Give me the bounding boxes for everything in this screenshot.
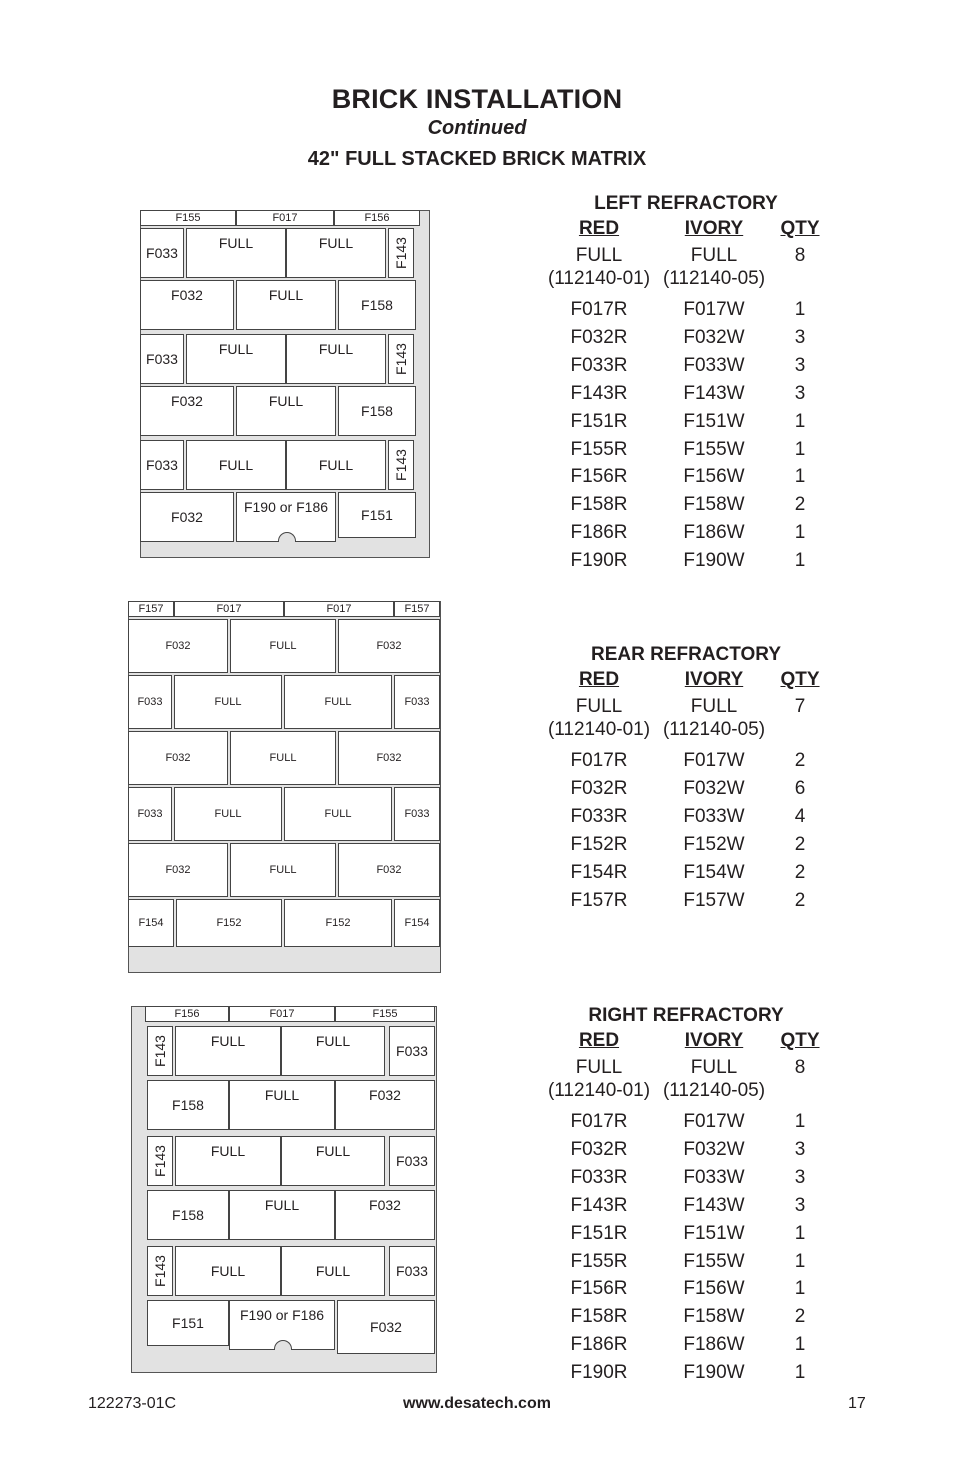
brick-f156 bbox=[334, 210, 420, 226]
brick-f032 bbox=[338, 843, 440, 897]
table-cell: F017R bbox=[570, 1111, 628, 1132]
brick-f157 bbox=[128, 601, 174, 617]
table-cell: 2 bbox=[794, 833, 806, 855]
brick-f032 bbox=[337, 1300, 435, 1354]
brick-f143 bbox=[388, 334, 414, 384]
table-cell: F157W bbox=[683, 889, 745, 911]
table-cell: F154W bbox=[683, 861, 745, 883]
table-cell: 1 bbox=[794, 466, 806, 488]
brick-label: F032 bbox=[376, 864, 402, 876]
log-grate-notch bbox=[278, 532, 296, 542]
brick-f032 bbox=[140, 386, 234, 436]
brick-label: F033 bbox=[137, 808, 163, 820]
brick-label: FULL bbox=[210, 1263, 246, 1279]
brick-f143 bbox=[147, 1246, 173, 1296]
brick-f143 bbox=[388, 228, 414, 278]
table-cell: F190R bbox=[570, 1362, 628, 1384]
table-cell: F033R bbox=[570, 805, 628, 827]
brick-label: F152 bbox=[216, 917, 242, 929]
brick-full bbox=[175, 1246, 281, 1296]
full-red: FULL bbox=[575, 245, 623, 266]
brick-full bbox=[281, 1026, 385, 1076]
table-cell: F032R bbox=[570, 1138, 628, 1160]
brick-label: F032 bbox=[165, 864, 191, 876]
brick-label: F032 bbox=[369, 1087, 401, 1103]
full-ivory-part: (112140-05) bbox=[662, 1080, 766, 1101]
brick-label: F032 bbox=[370, 1319, 402, 1335]
table-cell: 1 bbox=[794, 1250, 806, 1272]
brick-label: FULL bbox=[318, 235, 354, 251]
table-cell: F032R bbox=[570, 777, 628, 799]
column-header-qty: QTY bbox=[780, 1030, 820, 1051]
brick-label: FULL bbox=[214, 696, 242, 708]
table-cell: F017R bbox=[570, 750, 628, 771]
table-cell: 2 bbox=[794, 750, 806, 771]
table-cell: 3 bbox=[794, 354, 806, 376]
brick-label: F154 bbox=[138, 917, 164, 929]
brick-full bbox=[230, 619, 336, 673]
brick-f190-or-f186 bbox=[229, 1300, 335, 1350]
brick-f032 bbox=[335, 1190, 435, 1240]
table-cell: F156W bbox=[683, 1278, 745, 1300]
table-cell: 3 bbox=[794, 1166, 806, 1188]
table-cell: F158R bbox=[570, 494, 628, 516]
brick-f033 bbox=[389, 1026, 435, 1076]
brick-label: FULL bbox=[218, 457, 254, 473]
brick-label: F151 bbox=[361, 507, 393, 523]
brick-f032 bbox=[140, 280, 234, 330]
left-refractory-table bbox=[544, 193, 834, 583]
table-cell: F190R bbox=[570, 550, 628, 572]
table-cell: 1 bbox=[794, 522, 806, 544]
brick-f032 bbox=[128, 843, 228, 897]
brick-label: FULL bbox=[218, 235, 254, 251]
table-cell: F017W bbox=[683, 1111, 745, 1132]
brick-label: F143 bbox=[152, 1145, 169, 1177]
brick-f032 bbox=[128, 731, 228, 785]
table-cell: F143R bbox=[570, 382, 628, 404]
brick-label: FULL bbox=[269, 752, 297, 764]
brick-full bbox=[281, 1246, 385, 1296]
table-cell: 3 bbox=[794, 382, 806, 404]
page-title: BRICK INSTALLATION bbox=[331, 84, 623, 114]
column-header-red: RED bbox=[578, 669, 620, 690]
brick-label: F151 bbox=[172, 1315, 204, 1331]
brick-label: F033 bbox=[396, 1043, 428, 1059]
brick-f143 bbox=[388, 440, 414, 490]
table-cell: 4 bbox=[794, 805, 806, 827]
full-ivory: FULL bbox=[690, 696, 738, 717]
brick-label: F157 bbox=[404, 603, 430, 615]
brick-f155 bbox=[140, 210, 236, 226]
brick-f154 bbox=[394, 899, 440, 947]
brick-label: FULL bbox=[315, 1263, 351, 1279]
table-cell: F143W bbox=[683, 1194, 745, 1216]
full-qty: 8 bbox=[794, 1057, 806, 1078]
brick-f156 bbox=[145, 1006, 229, 1022]
table-cell: F158W bbox=[683, 494, 745, 516]
table-cell: 2 bbox=[794, 861, 806, 883]
table-cell: 3 bbox=[794, 1138, 806, 1160]
brick-label: F156 bbox=[364, 212, 390, 224]
brick-full bbox=[281, 1136, 385, 1186]
table-cell: F032R bbox=[570, 326, 628, 348]
full-ivory-part: (112140-05) bbox=[662, 719, 766, 740]
table-cell: 3 bbox=[794, 326, 806, 348]
brick-label: FULL bbox=[268, 287, 304, 303]
brick-label: F033 bbox=[396, 1263, 428, 1279]
rear-refractory-diagram bbox=[128, 601, 441, 973]
brick-f158 bbox=[338, 386, 416, 436]
table-cell: F155W bbox=[683, 438, 745, 460]
table-cell: F157R bbox=[570, 889, 628, 911]
brick-label: F017 bbox=[216, 603, 242, 615]
brick-label: F017 bbox=[326, 603, 352, 615]
brick-full bbox=[174, 787, 282, 841]
brick-full bbox=[186, 440, 286, 490]
table-title: LEFT REFRACTORY bbox=[594, 193, 778, 214]
brick-label: F158 bbox=[172, 1207, 204, 1223]
table-cell: 1 bbox=[794, 1278, 806, 1300]
brick-label: F032 bbox=[369, 1197, 401, 1213]
brick-f033 bbox=[140, 334, 184, 384]
full-red-part: (112140-01) bbox=[547, 1080, 651, 1101]
brick-label: F158 bbox=[361, 297, 393, 313]
brick-f151 bbox=[338, 492, 416, 538]
table-cell: F143W bbox=[683, 382, 745, 404]
brick-label: FULL bbox=[268, 393, 304, 409]
table-cell: 1 bbox=[794, 1111, 806, 1132]
brick-label: FULL bbox=[264, 1087, 300, 1103]
brick-label: FULL bbox=[324, 696, 352, 708]
full-ivory-part: (112140-05) bbox=[662, 268, 766, 289]
brick-label: F032 bbox=[376, 640, 402, 652]
column-header-ivory: IVORY bbox=[684, 1030, 744, 1051]
brick-f032 bbox=[338, 619, 440, 673]
brick-f033 bbox=[394, 675, 440, 729]
column-header-red: RED bbox=[578, 218, 620, 239]
brick-full bbox=[286, 228, 386, 278]
brick-label: F143 bbox=[152, 1255, 169, 1287]
brick-f152 bbox=[176, 899, 282, 947]
table-cell: F033W bbox=[683, 1166, 745, 1188]
table-cell: F186R bbox=[570, 1334, 628, 1356]
brick-f190-or-f186 bbox=[236, 492, 336, 542]
brick-label: FULL bbox=[218, 341, 254, 357]
brick-label: F190 or F186 bbox=[243, 499, 329, 515]
brick-full bbox=[236, 386, 336, 436]
brick-label: F155 bbox=[175, 212, 201, 224]
brick-label: F032 bbox=[165, 752, 191, 764]
brick-label: F152 bbox=[325, 917, 351, 929]
table-cell: 6 bbox=[794, 777, 806, 799]
brick-label: F158 bbox=[361, 403, 393, 419]
brick-label: F032 bbox=[171, 287, 203, 303]
brick-label: F032 bbox=[376, 752, 402, 764]
brick-full bbox=[175, 1136, 281, 1186]
full-ivory: FULL bbox=[690, 1057, 738, 1078]
brick-full bbox=[186, 334, 286, 384]
table-cell: 1 bbox=[794, 1334, 806, 1356]
table-cell: F151W bbox=[683, 410, 745, 432]
brick-f033 bbox=[140, 228, 184, 278]
brick-label: FULL bbox=[315, 1033, 351, 1049]
table-cell: 1 bbox=[794, 299, 806, 320]
table-cell: 2 bbox=[794, 494, 806, 516]
brick-label: F143 bbox=[393, 449, 410, 481]
table-title: REAR REFRACTORY bbox=[590, 644, 781, 665]
table-cell: F156R bbox=[570, 466, 628, 488]
brick-full bbox=[236, 280, 336, 330]
table-cell: F152W bbox=[683, 833, 745, 855]
full-red-part: (112140-01) bbox=[547, 268, 651, 289]
matrix-heading: 42" FULL STACKED BRICK MATRIX bbox=[307, 148, 647, 170]
doc-number: 122273-01C bbox=[88, 1395, 177, 1412]
brick-f032 bbox=[128, 619, 228, 673]
brick-full bbox=[230, 731, 336, 785]
brick-f033 bbox=[128, 675, 172, 729]
brick-label: F017 bbox=[272, 212, 298, 224]
brick-full bbox=[175, 1026, 281, 1076]
table-cell: F152R bbox=[570, 833, 628, 855]
table-cell: F155R bbox=[570, 1250, 628, 1272]
brick-label: F033 bbox=[146, 457, 178, 473]
brick-label: FULL bbox=[318, 457, 354, 473]
column-header-red: RED bbox=[578, 1030, 620, 1051]
brick-label: FULL bbox=[318, 341, 354, 357]
brick-label: F158 bbox=[172, 1097, 204, 1113]
brick-full bbox=[284, 787, 392, 841]
table-cell: F155R bbox=[570, 438, 628, 460]
table-cell: F017W bbox=[683, 750, 745, 771]
table-cell: F186R bbox=[570, 522, 628, 544]
right-refractory-table bbox=[544, 1005, 834, 1395]
brick-label: F017 bbox=[269, 1008, 295, 1020]
brick-label: FULL bbox=[264, 1197, 300, 1213]
full-red: FULL bbox=[575, 1057, 623, 1078]
brick-f155 bbox=[335, 1006, 435, 1022]
table-cell: F032W bbox=[683, 777, 745, 799]
table-cell: F032W bbox=[683, 326, 745, 348]
brick-full bbox=[229, 1190, 335, 1240]
brick-label: F032 bbox=[171, 393, 203, 409]
table-cell: F156W bbox=[683, 466, 745, 488]
log-grate-notch bbox=[274, 1340, 292, 1350]
brick-f151 bbox=[147, 1300, 229, 1346]
full-qty: 7 bbox=[794, 696, 806, 717]
right-refractory-diagram bbox=[131, 1006, 437, 1374]
brick-f033 bbox=[389, 1136, 435, 1186]
table-cell: 1 bbox=[794, 550, 806, 572]
table-cell: F154R bbox=[570, 861, 628, 883]
brick-f032 bbox=[338, 731, 440, 785]
brick-label: F154 bbox=[404, 917, 430, 929]
brick-f017 bbox=[284, 601, 394, 617]
brick-label: F190 or F186 bbox=[239, 1307, 325, 1323]
brick-f017 bbox=[236, 210, 334, 226]
brick-label: FULL bbox=[210, 1033, 246, 1049]
brick-label: FULL bbox=[315, 1143, 351, 1159]
table-cell: F186W bbox=[683, 1334, 745, 1356]
brick-label: F143 bbox=[393, 343, 410, 375]
table-cell: F151R bbox=[570, 410, 628, 432]
brick-label: F156 bbox=[174, 1008, 200, 1020]
brick-label: FULL bbox=[214, 808, 242, 820]
left-refractory-diagram bbox=[140, 210, 430, 560]
brick-f158 bbox=[147, 1080, 229, 1130]
table-title: RIGHT REFRACTORY bbox=[588, 1005, 784, 1026]
table-cell: F143R bbox=[570, 1194, 628, 1216]
brick-label: F033 bbox=[404, 808, 430, 820]
table-cell: F033R bbox=[570, 354, 628, 376]
brick-f157 bbox=[394, 601, 440, 617]
table-cell: F033R bbox=[570, 1166, 628, 1188]
brick-f158 bbox=[338, 280, 416, 330]
brick-full bbox=[186, 228, 286, 278]
table-cell: 2 bbox=[794, 1306, 806, 1328]
brick-f143 bbox=[147, 1026, 173, 1076]
table-cell: F190W bbox=[683, 1362, 745, 1384]
brick-full bbox=[284, 675, 392, 729]
table-cell: 3 bbox=[794, 1194, 806, 1216]
brick-label: FULL bbox=[324, 808, 352, 820]
table-cell: F017W bbox=[683, 299, 745, 320]
column-header-qty: QTY bbox=[780, 218, 820, 239]
brick-label: F143 bbox=[152, 1035, 169, 1067]
column-header-ivory: IVORY bbox=[684, 218, 744, 239]
brick-f032 bbox=[335, 1080, 435, 1130]
brick-full bbox=[229, 1080, 335, 1130]
brick-f152 bbox=[284, 899, 392, 947]
brick-f032 bbox=[140, 492, 234, 542]
column-header-qty: QTY bbox=[780, 669, 820, 690]
table-cell: 1 bbox=[794, 410, 806, 432]
brick-full bbox=[286, 440, 386, 490]
page-subtitle: Continued bbox=[427, 117, 527, 139]
brick-label: FULL bbox=[269, 864, 297, 876]
column-header-ivory: IVORY bbox=[684, 669, 744, 690]
table-cell: F155W bbox=[683, 1250, 745, 1272]
full-ivory: FULL bbox=[690, 245, 738, 266]
table-cell: F033W bbox=[683, 805, 745, 827]
brick-label: FULL bbox=[210, 1143, 246, 1159]
brick-f143 bbox=[147, 1136, 173, 1186]
brick-label: FULL bbox=[269, 640, 297, 652]
brick-label: F032 bbox=[171, 509, 203, 525]
brick-f033 bbox=[394, 787, 440, 841]
table-cell: F186W bbox=[683, 522, 745, 544]
full-red-part: (112140-01) bbox=[547, 719, 651, 740]
table-cell: F151R bbox=[570, 1222, 628, 1244]
website-link[interactable]: www.desatech.com bbox=[403, 1395, 551, 1412]
brick-label: F033 bbox=[146, 351, 178, 367]
brick-f158 bbox=[147, 1190, 229, 1240]
brick-f033 bbox=[389, 1246, 435, 1296]
table-cell: F190W bbox=[683, 550, 745, 572]
brick-f154 bbox=[128, 899, 174, 947]
table-cell: 1 bbox=[794, 1222, 806, 1244]
brick-full bbox=[286, 334, 386, 384]
table-cell: F158R bbox=[570, 1306, 628, 1328]
brick-full bbox=[174, 675, 282, 729]
brick-label: F157 bbox=[138, 603, 164, 615]
brick-f033 bbox=[140, 440, 184, 490]
table-cell: F151W bbox=[683, 1222, 745, 1244]
brick-label: F033 bbox=[137, 696, 163, 708]
brick-f017 bbox=[229, 1006, 335, 1022]
brick-f033 bbox=[128, 787, 172, 841]
brick-label: F143 bbox=[393, 237, 410, 269]
table-cell: F033W bbox=[683, 354, 745, 376]
table-cell: F156R bbox=[570, 1278, 628, 1300]
rear-refractory-table bbox=[544, 644, 834, 924]
page-number: 17 bbox=[848, 1395, 866, 1412]
table-cell: 2 bbox=[794, 889, 806, 911]
full-red: FULL bbox=[575, 696, 623, 717]
brick-label: F032 bbox=[165, 640, 191, 652]
brick-label: F033 bbox=[396, 1153, 428, 1169]
brick-label: F155 bbox=[372, 1008, 398, 1020]
brick-label: F033 bbox=[146, 245, 178, 261]
table-cell: F158W bbox=[683, 1306, 745, 1328]
table-cell: F032W bbox=[683, 1138, 745, 1160]
brick-f017 bbox=[174, 601, 284, 617]
table-cell: 1 bbox=[794, 438, 806, 460]
table-cell: F017R bbox=[570, 299, 628, 320]
table-cell: 1 bbox=[794, 1362, 806, 1384]
brick-full bbox=[230, 843, 336, 897]
full-qty: 8 bbox=[794, 245, 806, 266]
brick-label: F033 bbox=[404, 696, 430, 708]
